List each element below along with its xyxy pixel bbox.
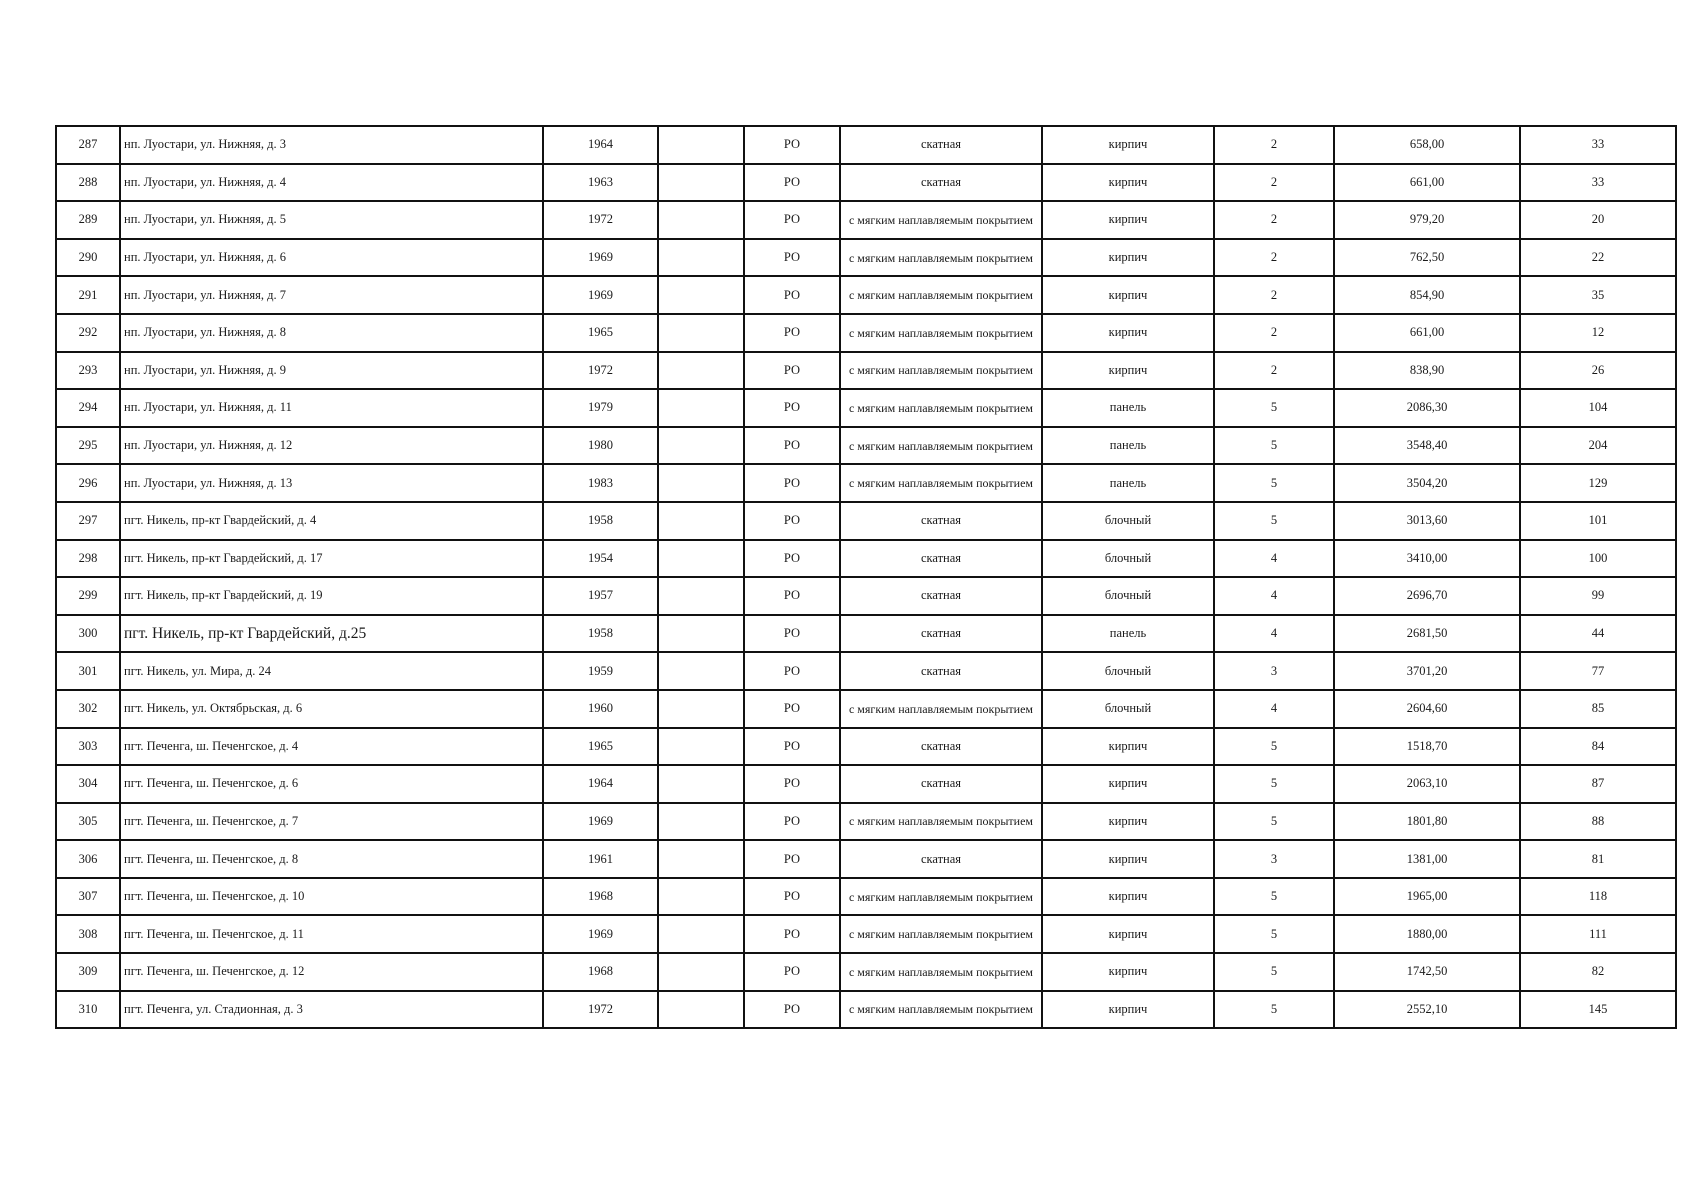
table-row [56,615,1676,653]
area-cell: 3013,60 [1334,502,1520,540]
row-number-cell: 300 [56,615,120,653]
residents-cell: 77 [1520,652,1676,690]
address-cell: пгт. Никель, пр-кт Гвардейский, д.25 [120,615,543,653]
year-built-cell: 1965 [543,728,658,766]
roof-type-cell: скатная [840,164,1042,202]
floors-cell: 2 [1214,239,1334,277]
roof-type-cell: скатная [840,840,1042,878]
fund-code-cell: РО [744,464,840,502]
empty-cell [658,765,744,803]
roof-type-cell: скатная [840,126,1042,164]
residents-cell: 33 [1520,164,1676,202]
year-built-cell: 1964 [543,126,658,164]
fund-code-cell: РО [744,502,840,540]
wall-material-cell: кирпич [1042,803,1214,841]
empty-cell [658,239,744,277]
address-cell: пгт. Никель, пр-кт Гвардейский, д. 17 [120,540,543,578]
table-row [56,276,1676,314]
residents-cell: 111 [1520,915,1676,953]
row-number-cell: 296 [56,464,120,502]
area-cell: 762,50 [1334,239,1520,277]
empty-cell [658,690,744,728]
fund-code-cell: РО [744,427,840,465]
wall-material-cell: панель [1042,427,1214,465]
residents-cell: 44 [1520,615,1676,653]
table-row [56,803,1676,841]
residents-cell: 100 [1520,540,1676,578]
wall-material-cell: кирпич [1042,878,1214,916]
roof-type-cell: с мягким наплавляемым покрытием [840,389,1042,427]
area-cell: 3701,20 [1334,652,1520,690]
row-number-cell: 310 [56,991,120,1029]
floors-cell: 5 [1214,765,1334,803]
residents-cell: 82 [1520,953,1676,991]
residents-cell: 104 [1520,389,1676,427]
area-cell: 3548,40 [1334,427,1520,465]
area-cell: 2696,70 [1334,577,1520,615]
empty-cell [658,164,744,202]
address-cell: нп. Луостари, ул. Нижняя, д. 5 [120,201,543,239]
empty-cell [658,840,744,878]
fund-code-cell: РО [744,953,840,991]
roof-type-cell: скатная [840,652,1042,690]
fund-code-cell: РО [744,540,840,578]
row-number-cell: 308 [56,915,120,953]
year-built-cell: 1972 [543,201,658,239]
row-number-cell: 295 [56,427,120,465]
area-cell: 1965,00 [1334,878,1520,916]
table-row [56,464,1676,502]
fund-code-cell: РО [744,615,840,653]
wall-material-cell: панель [1042,389,1214,427]
row-number-cell: 307 [56,878,120,916]
area-cell: 661,00 [1334,164,1520,202]
empty-cell [658,352,744,390]
area-cell: 2086,30 [1334,389,1520,427]
roof-type-cell: с мягким наплавляемым покрытием [840,878,1042,916]
address-cell: пгт. Никель, пр-кт Гвардейский, д. 19 [120,577,543,615]
area-cell: 854,90 [1334,276,1520,314]
fund-code-cell: РО [744,126,840,164]
table-body [56,126,1676,1028]
year-built-cell: 1958 [543,615,658,653]
row-number-cell: 302 [56,690,120,728]
address-cell: нп. Луостари, ул. Нижняя, д. 4 [120,164,543,202]
year-built-cell: 1961 [543,840,658,878]
roof-type-cell: с мягким наплавляемым покрытием [840,803,1042,841]
row-number-cell: 287 [56,126,120,164]
row-number-cell: 291 [56,276,120,314]
residents-cell: 81 [1520,840,1676,878]
address-cell: пгт. Никель, ул. Октябрьская, д. 6 [120,690,543,728]
wall-material-cell: кирпич [1042,840,1214,878]
area-cell: 2063,10 [1334,765,1520,803]
floors-cell: 2 [1214,314,1334,352]
address-cell: пгт. Печенга, ш. Печенгское, д. 4 [120,728,543,766]
residents-cell: 101 [1520,502,1676,540]
floors-cell: 4 [1214,615,1334,653]
residents-cell: 33 [1520,126,1676,164]
row-number-cell: 290 [56,239,120,277]
residents-cell: 118 [1520,878,1676,916]
roof-type-cell: с мягким наплавляемым покрытием [840,352,1042,390]
fund-code-cell: РО [744,201,840,239]
table-row [56,502,1676,540]
residents-cell: 84 [1520,728,1676,766]
empty-cell [658,615,744,653]
address-cell: нп. Луостари, ул. Нижняя, д. 12 [120,427,543,465]
row-number-cell: 288 [56,164,120,202]
empty-cell [658,201,744,239]
empty-cell [658,953,744,991]
empty-cell [658,314,744,352]
year-built-cell: 1979 [543,389,658,427]
table-row [56,878,1676,916]
fund-code-cell: РО [744,314,840,352]
residents-cell: 129 [1520,464,1676,502]
wall-material-cell: кирпич [1042,201,1214,239]
wall-material-cell: кирпич [1042,728,1214,766]
residents-cell: 20 [1520,201,1676,239]
fund-code-cell: РО [744,840,840,878]
roof-type-cell: с мягким наплавляемым покрытием [840,276,1042,314]
area-cell: 661,00 [1334,314,1520,352]
floors-cell: 3 [1214,840,1334,878]
row-number-cell: 299 [56,577,120,615]
area-cell: 2681,50 [1334,615,1520,653]
address-cell: пгт. Печенга, ш. Печенгское, д. 8 [120,840,543,878]
year-built-cell: 1964 [543,765,658,803]
floors-cell: 3 [1214,652,1334,690]
address-cell: нп. Луостари, ул. Нижняя, д. 9 [120,352,543,390]
row-number-cell: 303 [56,728,120,766]
floors-cell: 2 [1214,352,1334,390]
address-cell: пгт. Печенга, ш. Печенгское, д. 12 [120,953,543,991]
area-cell: 2552,10 [1334,991,1520,1029]
roof-type-cell: с мягким наплавляемым покрытием [840,239,1042,277]
year-built-cell: 1957 [543,577,658,615]
wall-material-cell: кирпич [1042,276,1214,314]
residents-cell: 35 [1520,276,1676,314]
empty-cell [658,126,744,164]
residents-cell: 85 [1520,690,1676,728]
table-row [56,915,1676,953]
residents-cell: 88 [1520,803,1676,841]
area-cell: 1880,00 [1334,915,1520,953]
roof-type-cell: с мягким наплавляемым покрытием [840,915,1042,953]
fund-code-cell: РО [744,276,840,314]
fund-code-cell: РО [744,765,840,803]
year-built-cell: 1963 [543,164,658,202]
residents-cell: 87 [1520,765,1676,803]
housing-register-table [55,125,1677,1029]
roof-type-cell: скатная [840,577,1042,615]
row-number-cell: 297 [56,502,120,540]
roof-type-cell: скатная [840,765,1042,803]
year-built-cell: 1969 [543,803,658,841]
area-cell: 658,00 [1334,126,1520,164]
fund-code-cell: РО [744,577,840,615]
address-cell: пгт. Никель, ул. Мира, д. 24 [120,652,543,690]
table-row [56,389,1676,427]
area-cell: 1801,80 [1334,803,1520,841]
floors-cell: 5 [1214,953,1334,991]
floors-cell: 2 [1214,276,1334,314]
empty-cell [658,991,744,1029]
address-cell: нп. Луостари, ул. Нижняя, д. 11 [120,389,543,427]
year-built-cell: 1983 [543,464,658,502]
roof-type-cell: скатная [840,540,1042,578]
year-built-cell: 1969 [543,276,658,314]
table-row [56,427,1676,465]
fund-code-cell: РО [744,878,840,916]
fund-code-cell: РО [744,652,840,690]
roof-type-cell: с мягким наплавляемым покрытием [840,690,1042,728]
table-row [56,239,1676,277]
address-cell: нп. Луостари, ул. Нижняя, д. 6 [120,239,543,277]
wall-material-cell: кирпич [1042,915,1214,953]
empty-cell [658,464,744,502]
year-built-cell: 1954 [543,540,658,578]
floors-cell: 5 [1214,991,1334,1029]
year-built-cell: 1969 [543,239,658,277]
year-built-cell: 1959 [543,652,658,690]
year-built-cell: 1960 [543,690,658,728]
address-cell: нп. Луостари, ул. Нижняя, д. 8 [120,314,543,352]
year-built-cell: 1980 [543,427,658,465]
table-row [56,352,1676,390]
year-built-cell: 1965 [543,314,658,352]
residents-cell: 99 [1520,577,1676,615]
address-cell: нп. Луостари, ул. Нижняя, д. 7 [120,276,543,314]
table-row [56,201,1676,239]
row-number-cell: 293 [56,352,120,390]
wall-material-cell: кирпич [1042,953,1214,991]
floors-cell: 5 [1214,389,1334,427]
roof-type-cell: с мягким наплавляемым покрытием [840,464,1042,502]
residents-cell: 22 [1520,239,1676,277]
floors-cell: 4 [1214,577,1334,615]
empty-cell [658,728,744,766]
area-cell: 1518,70 [1334,728,1520,766]
floors-cell: 4 [1214,690,1334,728]
empty-cell [658,540,744,578]
table-row [56,728,1676,766]
year-built-cell: 1972 [543,352,658,390]
year-built-cell: 1958 [543,502,658,540]
table-row [56,126,1676,164]
table-row [56,164,1676,202]
wall-material-cell: блочный [1042,577,1214,615]
row-number-cell: 294 [56,389,120,427]
row-number-cell: 305 [56,803,120,841]
floors-cell: 2 [1214,201,1334,239]
table-row [56,953,1676,991]
residents-cell: 26 [1520,352,1676,390]
roof-type-cell: скатная [840,728,1042,766]
empty-cell [658,577,744,615]
table-row [56,540,1676,578]
wall-material-cell: кирпич [1042,765,1214,803]
roof-type-cell: с мягким наплавляемым покрытием [840,201,1042,239]
fund-code-cell: РО [744,690,840,728]
floors-cell: 5 [1214,878,1334,916]
address-cell: пгт. Печенга, ш. Печенгское, д. 7 [120,803,543,841]
year-built-cell: 1972 [543,991,658,1029]
fund-code-cell: РО [744,991,840,1029]
empty-cell [658,502,744,540]
wall-material-cell: блочный [1042,502,1214,540]
address-cell: пгт. Печенга, ш. Печенгское, д. 6 [120,765,543,803]
empty-cell [658,803,744,841]
table-row [56,991,1676,1029]
fund-code-cell: РО [744,803,840,841]
empty-cell [658,427,744,465]
table-row [56,314,1676,352]
wall-material-cell: кирпич [1042,352,1214,390]
area-cell: 1742,50 [1334,953,1520,991]
roof-type-cell: с мягким наплавляемым покрытием [840,314,1042,352]
area-cell: 979,20 [1334,201,1520,239]
empty-cell [658,276,744,314]
area-cell: 3410,00 [1334,540,1520,578]
row-number-cell: 304 [56,765,120,803]
wall-material-cell: панель [1042,615,1214,653]
wall-material-cell: панель [1042,464,1214,502]
wall-material-cell: кирпич [1042,164,1214,202]
year-built-cell: 1969 [543,915,658,953]
row-number-cell: 309 [56,953,120,991]
empty-cell [658,652,744,690]
residents-cell: 204 [1520,427,1676,465]
address-cell: нп. Луостари, ул. Нижняя, д. 3 [120,126,543,164]
wall-material-cell: блочный [1042,652,1214,690]
fund-code-cell: РО [744,389,840,427]
wall-material-cell: кирпич [1042,126,1214,164]
table-row [56,652,1676,690]
wall-material-cell: блочный [1042,690,1214,728]
area-cell: 3504,20 [1334,464,1520,502]
floors-cell: 5 [1214,728,1334,766]
wall-material-cell: блочный [1042,540,1214,578]
table-row [56,690,1676,728]
floors-cell: 2 [1214,164,1334,202]
row-number-cell: 292 [56,314,120,352]
address-cell: пгт. Никель, пр-кт Гвардейский, д. 4 [120,502,543,540]
address-cell: нп. Луостари, ул. Нижняя, д. 13 [120,464,543,502]
floors-cell: 5 [1214,427,1334,465]
table-row [56,840,1676,878]
fund-code-cell: РО [744,915,840,953]
floors-cell: 5 [1214,502,1334,540]
table-row [56,765,1676,803]
address-cell: пгт. Печенга, ул. Стадионная, д. 3 [120,991,543,1029]
floors-cell: 5 [1214,915,1334,953]
address-cell: пгт. Печенга, ш. Печенгское, д. 10 [120,878,543,916]
year-built-cell: 1968 [543,878,658,916]
row-number-cell: 306 [56,840,120,878]
row-number-cell: 301 [56,652,120,690]
empty-cell [658,389,744,427]
roof-type-cell: с мягким наплавляемым покрытием [840,991,1042,1029]
empty-cell [658,878,744,916]
residents-cell: 12 [1520,314,1676,352]
row-number-cell: 298 [56,540,120,578]
fund-code-cell: РО [744,239,840,277]
roof-type-cell: скатная [840,502,1042,540]
address-cell: пгт. Печенга, ш. Печенгское, д. 11 [120,915,543,953]
residents-cell: 145 [1520,991,1676,1029]
area-cell: 1381,00 [1334,840,1520,878]
area-cell: 2604,60 [1334,690,1520,728]
table-row [56,577,1676,615]
wall-material-cell: кирпич [1042,314,1214,352]
floors-cell: 4 [1214,540,1334,578]
floors-cell: 5 [1214,464,1334,502]
wall-material-cell: кирпич [1042,239,1214,277]
empty-cell [658,915,744,953]
roof-type-cell: с мягким наплавляемым покрытием [840,953,1042,991]
roof-type-cell: с мягким наплавляемым покрытием [840,427,1042,465]
row-number-cell: 289 [56,201,120,239]
wall-material-cell: кирпич [1042,991,1214,1029]
fund-code-cell: РО [744,728,840,766]
year-built-cell: 1968 [543,953,658,991]
fund-code-cell: РО [744,164,840,202]
area-cell: 838,90 [1334,352,1520,390]
floors-cell: 5 [1214,803,1334,841]
roof-type-cell: скатная [840,615,1042,653]
fund-code-cell: РО [744,352,840,390]
floors-cell: 2 [1214,126,1334,164]
